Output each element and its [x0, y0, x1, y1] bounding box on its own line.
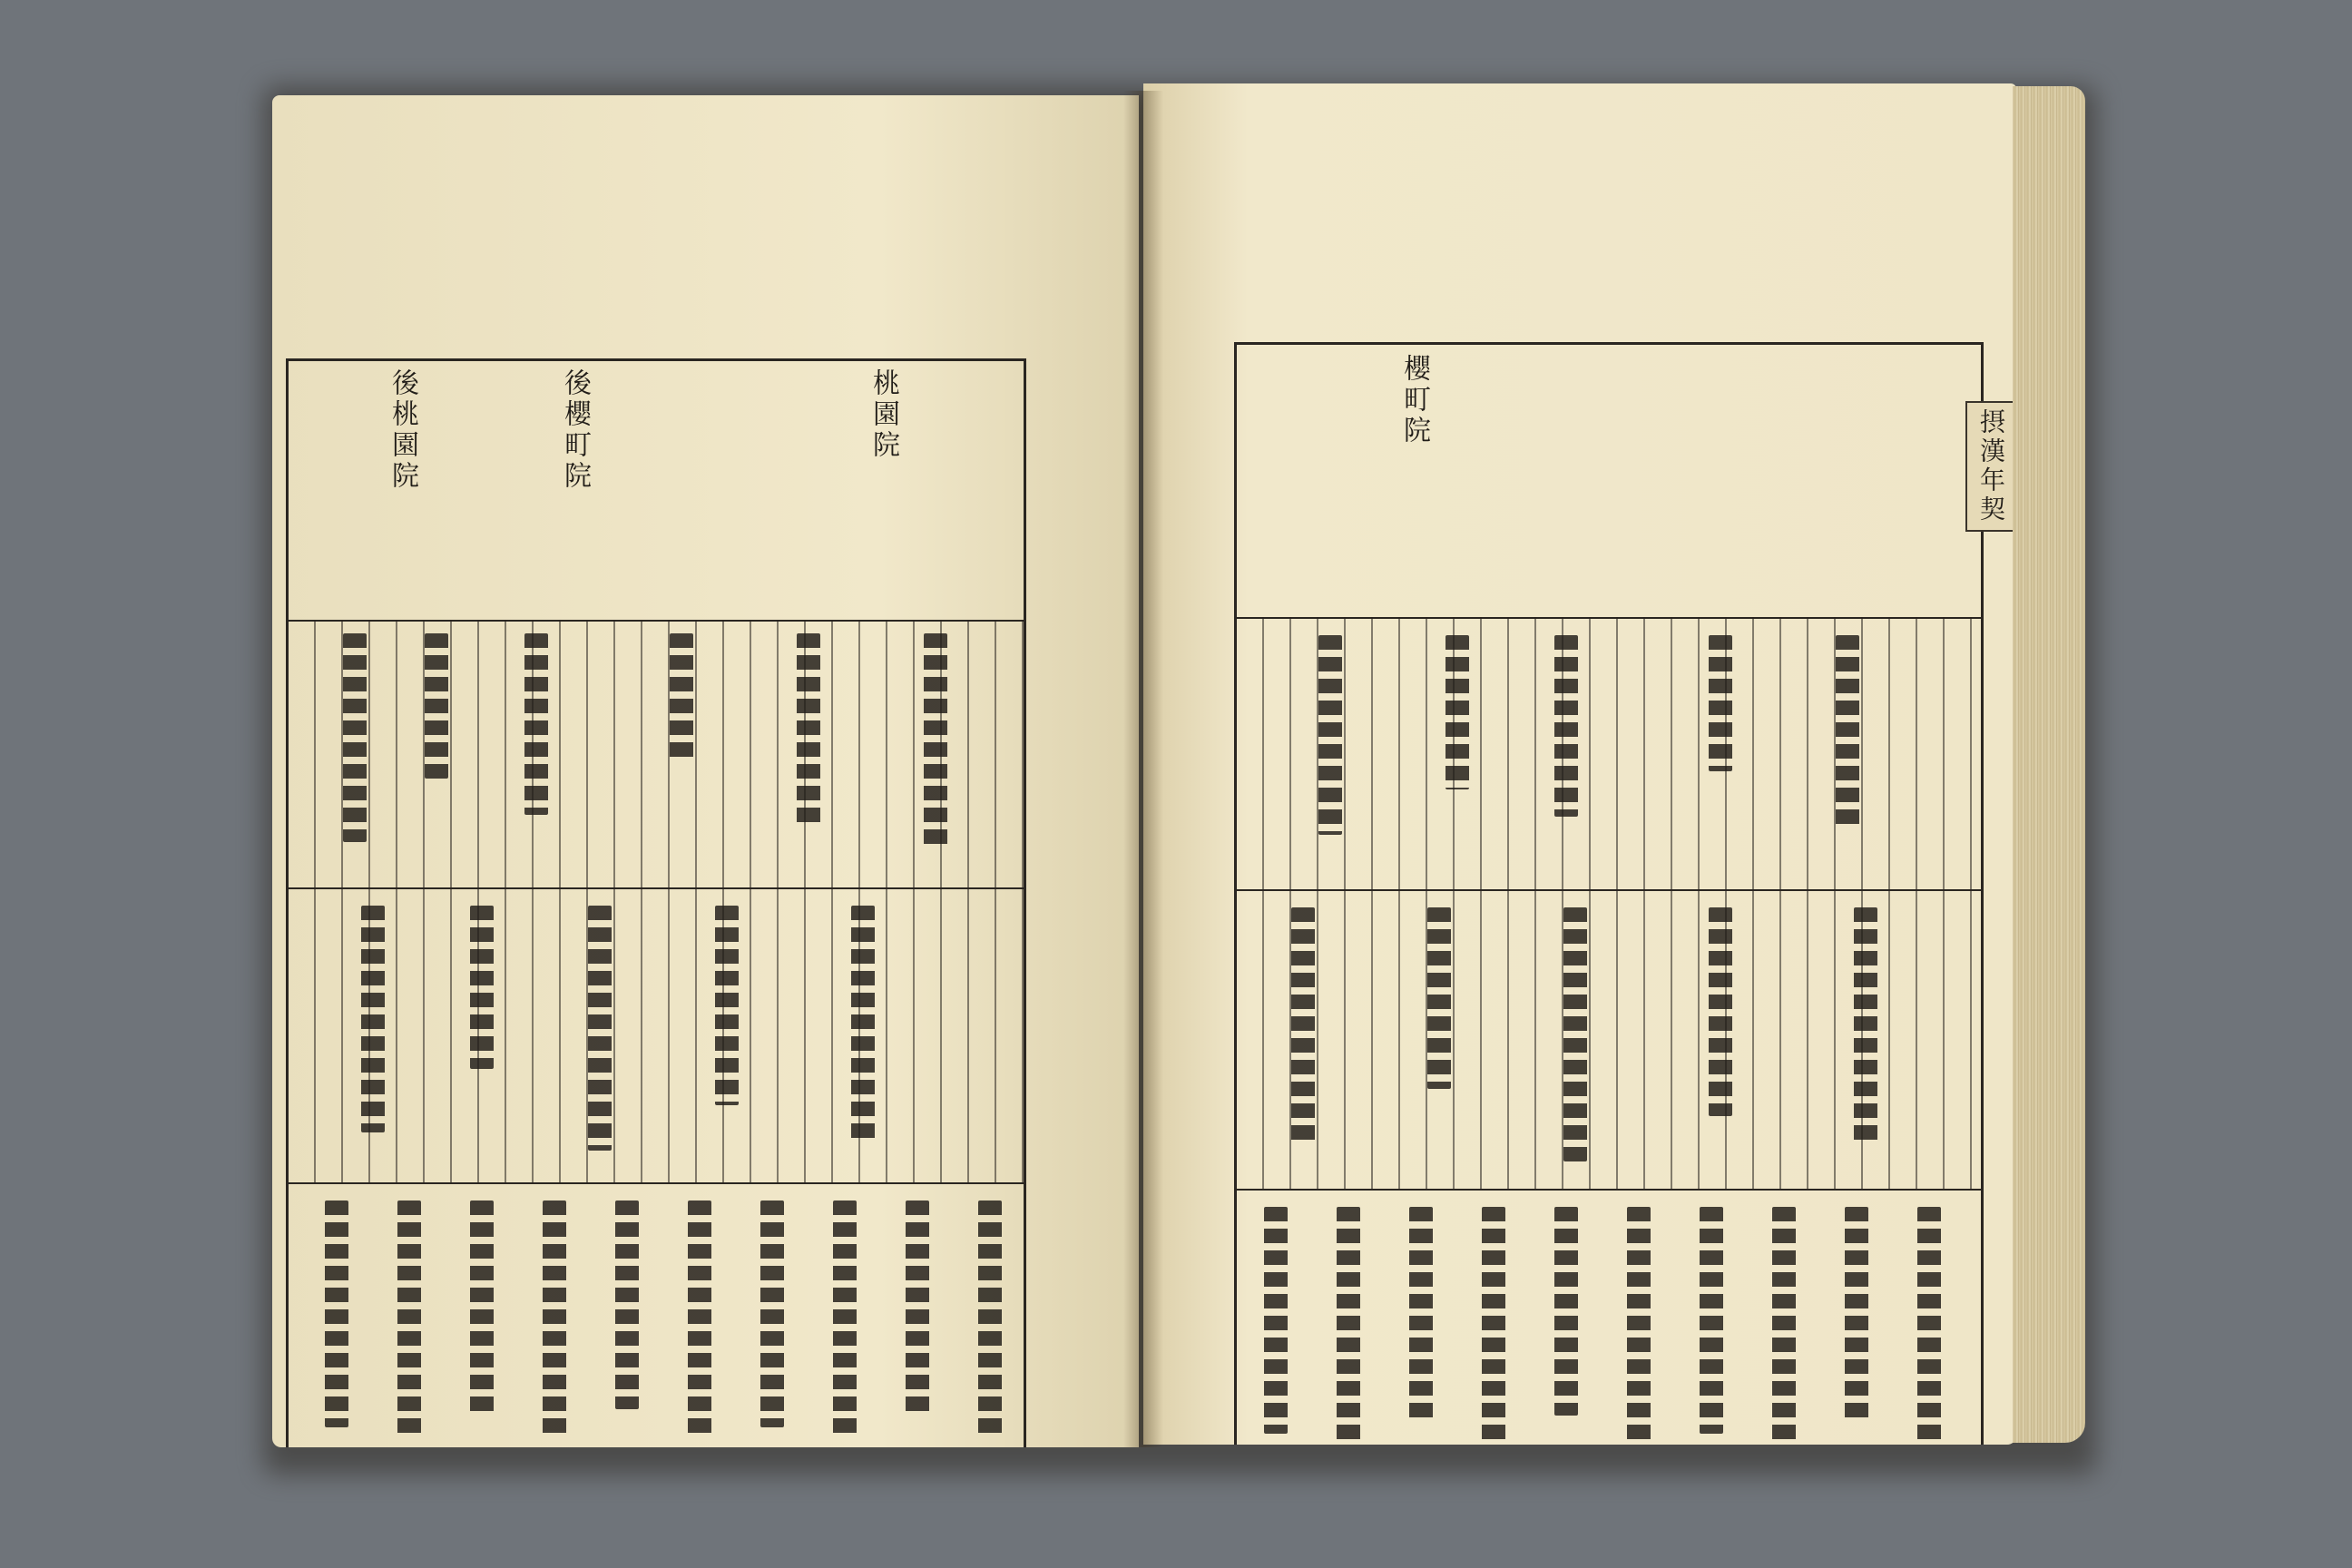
- left-year-grid: [289, 620, 1024, 887]
- left-header-entry: 桃園院: [867, 368, 899, 461]
- left-table-frame: [286, 358, 1026, 1447]
- left-page: [272, 95, 1139, 1447]
- right-table-frame: [1234, 342, 1984, 1445]
- right-year-grid: [1237, 617, 1981, 889]
- margin-title-tab: [1965, 401, 2016, 532]
- left-header-entry: 後桃園院: [387, 368, 418, 492]
- page-edge-stack: [2013, 86, 2085, 1443]
- right-header-entry: 櫻町院: [1398, 354, 1430, 446]
- left-band-rule-3: [289, 1182, 1024, 1184]
- right-page: [1143, 83, 2016, 1445]
- margin-title: 摂漢年契: [1976, 408, 2006, 524]
- book-gutter: [1123, 91, 1163, 1447]
- right-band-rule-3: [1237, 1189, 1981, 1191]
- left-event-grid: [289, 887, 1024, 1182]
- left-header-entry: 後櫻町院: [559, 368, 591, 492]
